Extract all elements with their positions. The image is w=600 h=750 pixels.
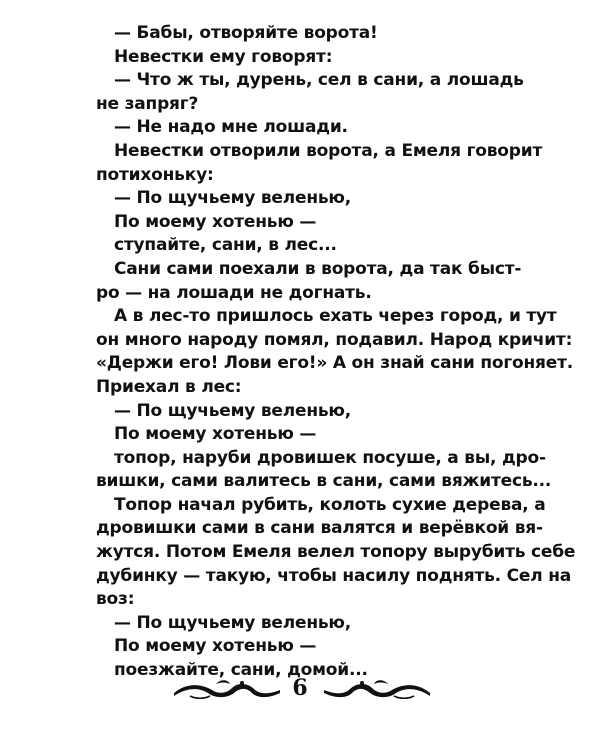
text-line: Невестки отворили ворота, а Емеля говорит <box>114 140 543 161</box>
text-line: «Держи его! Лови его!» А он знай сани погоняет. <box>96 353 574 374</box>
text-line: вишки, сами валитесь в сани, сами вяжитесь... <box>96 471 552 492</box>
story-text <box>96 22 576 683</box>
text-line: потихоньку: <box>96 164 214 185</box>
page-footer <box>0 674 600 704</box>
text-line: дровишки сами в сани валятся и верёвкой вя- <box>96 518 543 539</box>
text-line: — По щучьему веленью, <box>114 400 352 421</box>
text-line: поезжайте, сани, домой... <box>114 660 368 681</box>
text-line: воз: <box>96 589 135 610</box>
text-line: — По щучьему веленью, <box>114 188 352 209</box>
text-line: Приехал в лес: <box>96 376 242 397</box>
text-line: ступайте, сани, в лес... <box>114 235 337 256</box>
page-number: 6 <box>292 675 308 701</box>
text-line: — По щучьему веленью, <box>114 612 352 633</box>
text-line: он много народу помял, подавил. Народ кричит: <box>96 329 573 350</box>
text-line: жутся. Потом Емеля велел топору вырубить себе <box>96 542 576 563</box>
text-line: По моему хотенью — <box>114 211 317 232</box>
text-line: дубинку — такую, чтобы насилу поднять. Сел на <box>96 565 572 586</box>
left-flourish-icon <box>172 678 282 700</box>
text-line: топор, наруби дровишек посуше, а вы, дро- <box>114 447 546 468</box>
text-line: По моему хотенью — <box>114 636 317 657</box>
text-line: Сани сами поехали в ворота, да так быст- <box>114 258 522 279</box>
text-line: — Бабы, отворяйте ворота! <box>114 23 378 43</box>
text-line: По моему хотенью — <box>114 424 317 445</box>
text-line: ро — на лошади не догнать. <box>96 282 372 303</box>
text-line: — Не надо мне лошади. <box>114 117 348 138</box>
text-line: не запряг? <box>96 93 199 114</box>
text-line: Топор начал рубить, колоть сухие дерева, а <box>114 494 546 515</box>
right-flourish-icon <box>322 678 432 700</box>
text-line: А в лес-то пришлось ехать через город, и тут <box>114 306 557 327</box>
text-line: Невестки ему говорят: <box>114 46 333 67</box>
text-line: — Что ж ты, дурень, сел в сани, а лошадь <box>114 70 524 91</box>
